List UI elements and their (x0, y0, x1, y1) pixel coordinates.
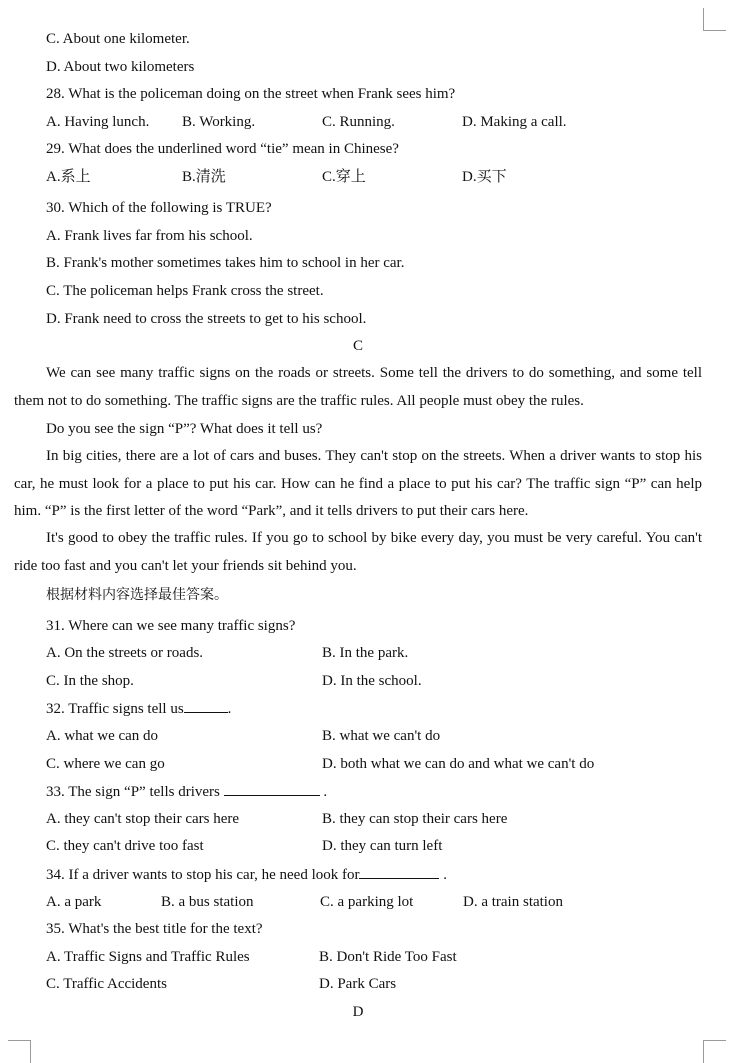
q27-option-d: D. About two kilometers (46, 59, 195, 75)
q34-stem: 34. If a driver wants to stop his car, he need look for (46, 867, 360, 883)
q33-stem: 33. The sign “P” tells drivers (46, 784, 220, 800)
q35-stem: 35. What's the best title for the text? (46, 921, 263, 937)
q35-option-c: C. Traffic Accidents (46, 976, 167, 992)
page-corner-mark-bottom-right (703, 1040, 726, 1063)
q28-option-b: B. Working. (182, 114, 256, 130)
q33-option-d: D. they can turn left (322, 838, 443, 854)
q34-option-d: D. a train station (463, 894, 563, 910)
q30-option-d: D. Frank need to cross the streets to get to his school. (46, 311, 367, 327)
q34-stem-end: . (443, 867, 447, 883)
q34-option-c: C. a parking lot (320, 894, 414, 910)
q30-stem: 30. Which of the following is TRUE? (46, 200, 272, 216)
q33-option-b: B. they can stop their cars here (322, 811, 508, 827)
passage-paragraph-1: We can see many traffic signs on the roads or streets. Some tell the drivers to do something, and some tell them not to do something. The traffic signs are the traffic rules. All people must obey the rules. (14, 365, 702, 409)
q31-option-a: A. On the streets or roads. (46, 645, 204, 661)
q32-option-d: D. both what we can do and what we can't do (322, 756, 595, 772)
q33-option-a: A. they can't stop their cars here (46, 811, 240, 827)
q35-option-b: B. Don't Ride Too Fast (319, 949, 457, 965)
q28-option-a: A. Having lunch. (46, 114, 150, 130)
q31-option-d: D. In the school. (322, 673, 422, 689)
q32-stem-line (46, 699, 231, 718)
q30-option-c: C. The policeman helps Frank cross the street. (46, 283, 324, 299)
instruction-text: 根据材料内容选择最佳答案。 (46, 587, 228, 603)
q34-option-a: A. a park (46, 894, 102, 910)
q31-stem: 31. Where can we see many traffic signs? (46, 618, 296, 634)
passage-paragraph-2: Do you see the sign “P”? What does it tell us? (46, 421, 323, 437)
q30-option-a: A. Frank lives far from his school. (46, 228, 253, 244)
q28-stem: 28. What is the policeman doing on the street when Frank sees him? (46, 86, 456, 102)
answer-blank (359, 865, 439, 879)
answer-blank (224, 782, 320, 796)
page-corner-mark-bottom-left (8, 1040, 31, 1063)
q31-option-c: C. In the shop. (46, 673, 134, 689)
section-c-heading: C (352, 338, 363, 354)
answer-blank (184, 699, 228, 713)
q33-option-c: C. they can't drive too fast (46, 838, 204, 854)
passage-paragraph-4: It's good to obey the traffic rules. If you go to school by bike every day, you must be very careful. You can't ride too fast and you can't let your friends sit behind you. (14, 530, 702, 574)
passage-paragraph-3: In big cities, there are a lot of cars and buses. They can't stop on the streets. When a driver wants to stop his car, he must look for a place to put his car. How can he find a place to put his car? The traffic sign “P” can help him. “P” is the first letter of the word “Park”, and it tells drivers to put their cars here. (14, 448, 702, 520)
q28-option-c: C. Running. (322, 114, 395, 130)
q29-stem: 29. What does the underlined word “tie” mean in Chinese? (46, 141, 399, 157)
q29-option-b: B.清洗 (182, 169, 226, 185)
q32-option-a: A. what we can do (46, 728, 159, 744)
q33-stem-end: . (323, 784, 328, 800)
q32-stem-end: . (227, 701, 232, 717)
q32-option-b: B. what we can't do (322, 728, 441, 744)
q35-option-d: D. Park Cars (319, 976, 397, 992)
q32-stem: 32. Traffic signs tell us (46, 701, 184, 717)
q27-option-c: C. About one kilometer. (46, 31, 190, 47)
q28-option-d: D. Making a call. (462, 114, 567, 130)
q29-option-a: A.系上 (46, 169, 91, 185)
q33-stem-line (46, 782, 327, 801)
q32-option-c: C. where we can go (46, 756, 165, 772)
q29-option-d: D.买下 (462, 169, 507, 185)
q34-stem-line (46, 865, 447, 884)
section-d-heading: D (352, 1004, 364, 1020)
q29-option-c: C.穿上 (322, 169, 366, 185)
q35-option-a: A. Traffic Signs and Traffic Rules (46, 949, 250, 965)
q34-option-b: B. a bus station (161, 894, 254, 910)
q30-option-b: B. Frank's mother sometimes takes him to school in her car. (46, 255, 405, 271)
q31-option-b: B. In the park. (322, 645, 409, 661)
page-corner-mark-top-right (703, 8, 726, 31)
